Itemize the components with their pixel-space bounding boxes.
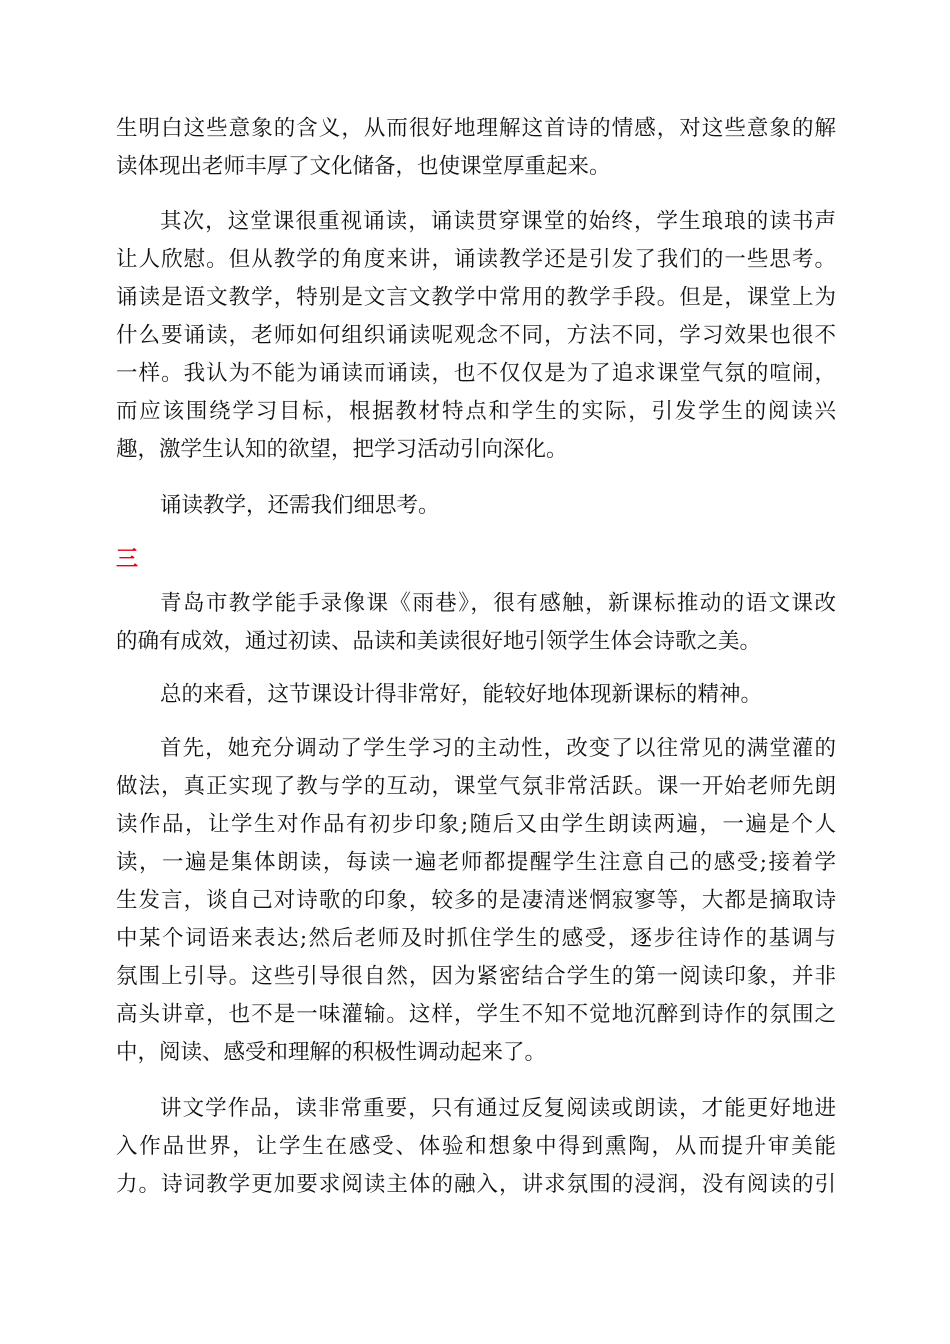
text-line: 读体现出老师丰厚了文化储备，也使课堂厚重起来。 <box>116 154 611 179</box>
paragraph-5 <box>116 676 836 714</box>
paragraph-2 <box>116 203 836 469</box>
text-line: 什么要诵读，老师如何组织诵读呢观念不同，方法不同，学习效果也很不 <box>116 323 836 348</box>
text-line: 而应该围绕学习目标，根据教材特点和学生的实际，引发学生的阅读兴 <box>116 399 836 424</box>
text-line: 入作品世界，让学生在感受、体验和想象中得到熏陶，从而提升审美能 <box>116 1134 836 1159</box>
paragraph-3 <box>116 487 836 525</box>
text-line: 的确有成效，通过初读、品读和美读很好地引领学生体会诗歌之美。 <box>116 629 762 654</box>
text-line: 趣，激学生认知的欲望，把学习活动引向深化。 <box>116 437 568 462</box>
paragraph-4 <box>116 585 836 661</box>
text-line: 生明白这些意象的含义，从而很好地理解这首诗的情感，对这些意象的解 <box>116 116 836 141</box>
section-heading: 三 <box>116 546 139 572</box>
text-line: 让人欣慰。但从教学的角度来讲，诵读教学还是引发了我们的一些思考。 <box>116 247 836 272</box>
text-line: 高头讲章，也不是一味灌输。这样，学生不知不觉地沉醉到诗作的氛围之 <box>116 1002 836 1027</box>
text-line: 诵读是语文教学，特别是文言文教学中常用的教学手段。但是，课堂上为 <box>116 285 836 310</box>
paragraph-1 <box>116 110 836 186</box>
text-line: 读，一遍是集体朗读，每读一遍老师都提醒学生注意自己的感受;接着学 <box>116 850 836 875</box>
text-line: 读作品，让学生对作品有初步印象;随后又由学生朗读两遍，一遍是个人 <box>116 812 836 837</box>
paragraph-6 <box>116 730 836 1072</box>
text-line: 中某个词语来表达;然后老师及时抓住学生的感受，逐步往诗作的基调与 <box>116 926 836 951</box>
paragraph-7 <box>116 1090 836 1204</box>
text-line: 青岛市教学能手录像课《雨巷》，很有感触，新课标推动的语文课改 <box>160 591 836 616</box>
text-line: 中，阅读、感受和理解的积极性调动起来了。 <box>116 1040 547 1065</box>
text-line: 力。诗词教学更加要求阅读主体的融入，讲求氛围的浸润，没有阅读的引 <box>116 1172 836 1197</box>
text-line: 首先，她充分调动了学生学习的主动性，改变了以往常见的满堂灌的 <box>160 736 836 761</box>
text-line: 做法，真正实现了教与学的互动，课堂气氛非常活跃。课一开始老师先朗 <box>116 774 836 799</box>
text-line: 诵读教学，还需我们细思考。 <box>160 493 440 518</box>
text-line: 其次，这堂课很重视诵读，诵读贯穿课堂的始终，学生琅琅的读书声 <box>160 209 836 234</box>
text-line: 氛围上引导。这些引导很自然，因为紧密结合学生的第一阅读印象，并非 <box>116 964 836 989</box>
text-line: 讲文学作品，读非常重要，只有通过反复阅读或朗读，才能更好地进 <box>160 1096 836 1121</box>
text-line: 总的来看，这节课设计得非常好，能较好地体现新课标的精神。 <box>160 682 763 707</box>
text-line: 一样。我认为不能为诵读而诵读，也不仅仅是为了追求课堂气氛的喧闹， <box>116 361 836 386</box>
text-line: 生发言，谈自己对诗歌的印象，较多的是凄清迷惘寂寥等，大都是摘取诗 <box>116 888 836 913</box>
